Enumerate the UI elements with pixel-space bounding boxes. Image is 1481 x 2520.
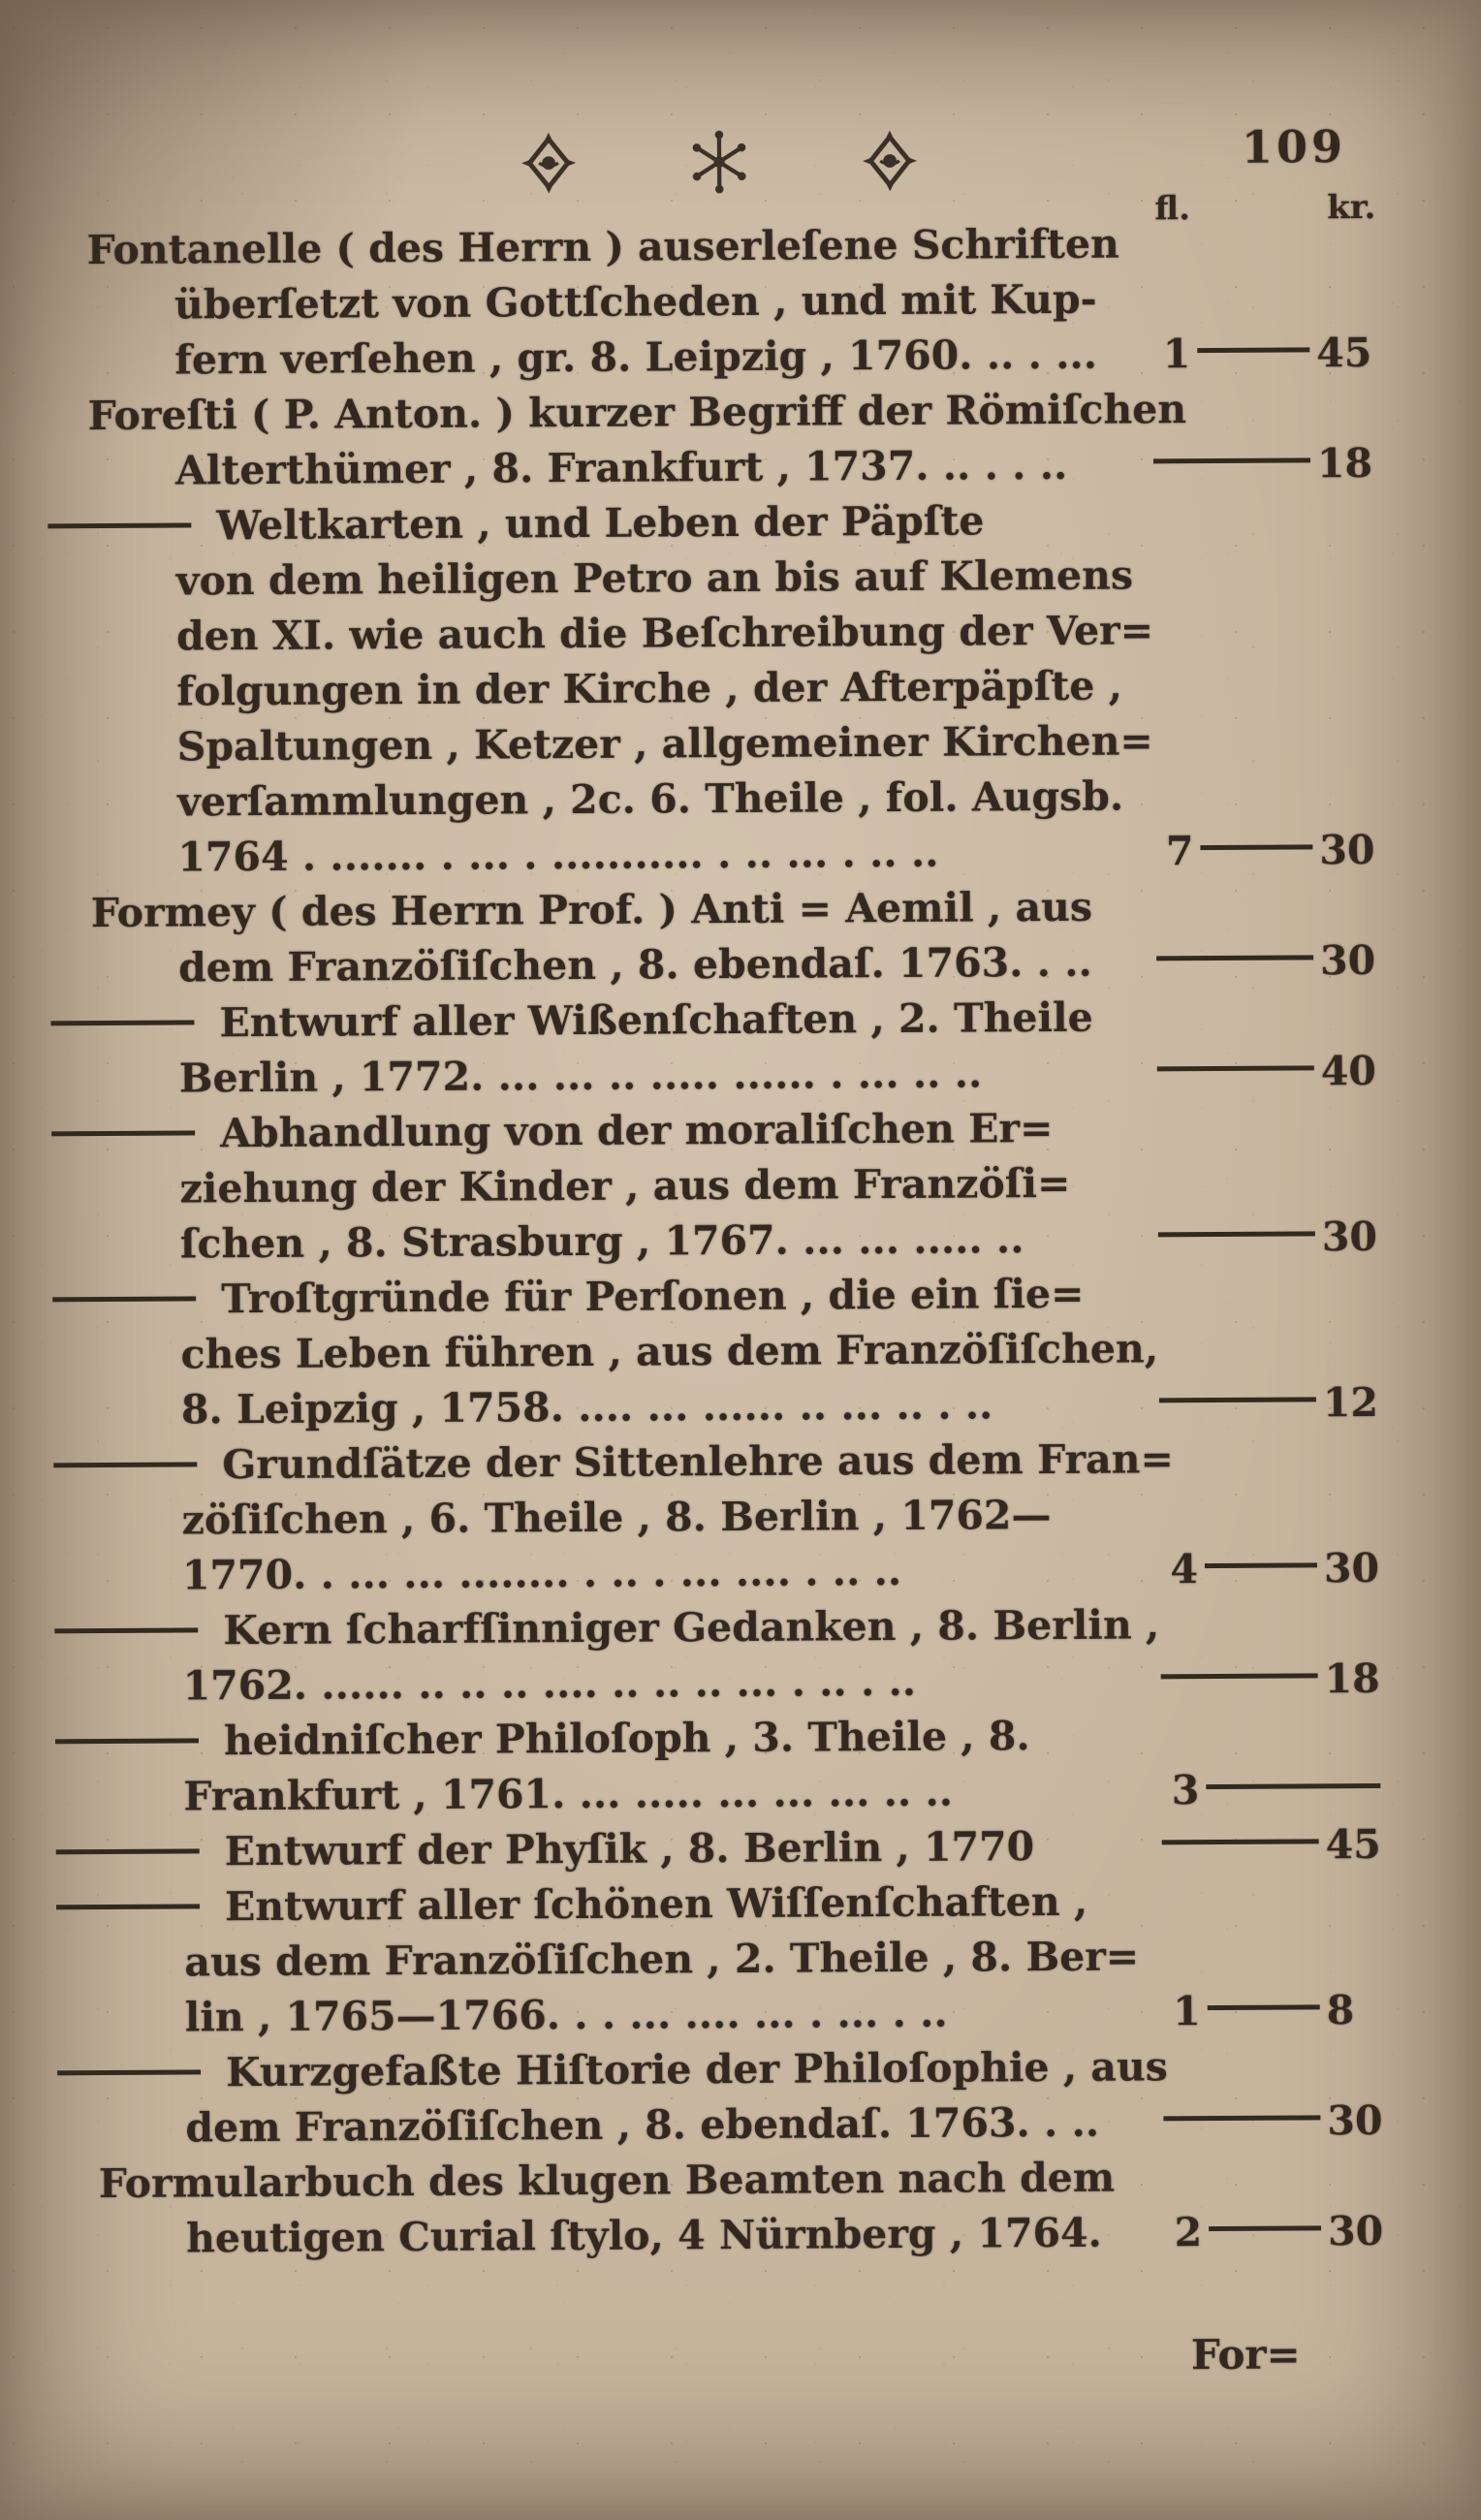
price-kr: 30 <box>1321 1213 1378 1261</box>
line-text: Foreſti ( P. Anton. ) kurzer Begriff der Römiſchen <box>87 386 1187 440</box>
price-fl: 1 <box>1173 1988 1201 2035</box>
line-text: Entwurf aller ſchönen Wiſſenſchaften , <box>224 1877 1088 1931</box>
price-rule <box>1163 2115 1320 2121</box>
ditto-dash <box>56 1848 200 1854</box>
price <box>1156 1983 1389 2039</box>
line-text: von dem heiligen Petro an bis auf Klemens <box>175 551 1134 605</box>
catalog-line <box>88 436 1379 499</box>
catalog-line <box>97 1873 1388 1936</box>
catalog-line <box>94 1431 1385 1494</box>
catalog-line <box>90 712 1381 775</box>
price-fl: 4 <box>1170 1546 1199 1593</box>
fleuron-star-icon <box>687 130 751 194</box>
price <box>1153 1541 1386 1597</box>
catalog-line <box>96 1652 1387 1715</box>
price-kr: 45 <box>1325 1820 1381 1869</box>
price-fl: 2 <box>1174 2209 1203 2256</box>
price <box>1155 1817 1388 1874</box>
catalog-line <box>91 989 1382 1052</box>
catalog-line <box>98 2094 1389 2157</box>
line-text: verſammlungen , 2c. 6. Theile , fol. Augsb. <box>176 772 1124 826</box>
catalog-line <box>92 1154 1383 1217</box>
catalog-line <box>95 1596 1386 1659</box>
line-text: lin , 1765—1766. . . ... .... ... . ... . .. <box>184 1989 948 2041</box>
catalog-line <box>89 602 1380 665</box>
price <box>1150 933 1382 990</box>
price-rule <box>1157 1065 1314 1071</box>
page-number: 109 <box>1241 120 1347 173</box>
catalog-line <box>89 547 1380 610</box>
line-text: aus dem Franzöſiſchen , 2. Theile , 8. Ber= <box>184 1933 1140 1986</box>
catalog-line <box>99 2204 1390 2267</box>
catalog-line <box>88 491 1379 554</box>
price <box>1149 823 1381 879</box>
ditto-dash <box>53 1462 197 1467</box>
line-text: Weltkarten , und Leben der Päpſte <box>216 497 985 550</box>
line-text: 1770. . ... ... ........ . .. . ... .... . .. .. <box>181 1547 902 1599</box>
price-kr: 18 <box>1316 440 1373 488</box>
price-kr: 40 <box>1320 1047 1377 1095</box>
line-text: Spaltungen , Ketzer , allgemeiner Kirchen= <box>176 717 1153 771</box>
catalog-line <box>92 1099 1383 1162</box>
price-rule <box>1156 955 1313 961</box>
catalog-line <box>87 326 1378 389</box>
price <box>1147 436 1379 492</box>
line-text: Grundſätze der Sittenlehre aus dem Fran= <box>222 1435 1174 1489</box>
catalog-line <box>86 215 1377 278</box>
price-kr: 30 <box>1319 826 1375 874</box>
price-kr: 45 <box>1316 330 1372 377</box>
ditto-dash <box>56 1904 200 1909</box>
line-text: ziehung der Kinder , aus dem Franzöſi= <box>179 1159 1071 1213</box>
price-fl: 7 <box>1165 828 1194 875</box>
header-ornaments <box>517 129 922 196</box>
price <box>1157 2204 1390 2260</box>
catalog-line <box>96 1762 1387 1825</box>
ditto-dash <box>51 1130 195 1136</box>
ditto-dash <box>47 522 191 528</box>
price <box>1146 326 1378 382</box>
line-text: 1764 . ....... . ... . ........... . .. ... . .. .. <box>177 829 939 881</box>
line-text: dem Franzöſiſchen , 8. ebendaſ. 1763. . .. <box>185 2098 1100 2152</box>
price-rule <box>1205 1562 1317 1568</box>
text-block <box>86 215 1390 2267</box>
catalog-line <box>97 1817 1388 1880</box>
line-text: Alterthümer , 8. Frankfurt , 1737. .. . . .. <box>174 441 1068 494</box>
price <box>1153 1652 1386 1708</box>
line-text: Kurzgefaßte Hiſtorie der Philoſophie , aus <box>225 2043 1169 2096</box>
line-text: Frankfurt , 1761. ... ..... ... ... ... .. .. <box>183 1768 954 1820</box>
line-text: Kern ſcharfſinniger Gedanken , 8. Berlin , <box>223 1601 1160 1654</box>
price-rule <box>1158 1231 1315 1237</box>
price-fl: 3 <box>1171 1767 1200 1814</box>
catalog-line <box>95 1541 1386 1604</box>
line-text: folgungen in der Kirche , der Afterpäpſte , <box>176 662 1123 715</box>
column-header-kr: kr. <box>1327 187 1376 228</box>
catalog-line <box>92 1044 1383 1107</box>
catalog-line <box>87 270 1378 333</box>
price-fl: 1 <box>1162 331 1191 378</box>
catalog-line <box>94 1486 1385 1549</box>
ditto-dash <box>50 1020 194 1025</box>
line-text: Formularbuch des klugen Beamten nach dem <box>98 2154 1116 2208</box>
line-text: Formey ( des Herrn Prof. ) Anti = Aemil , aus <box>90 883 1093 937</box>
price-rule <box>1208 2004 1320 2010</box>
catalog-line <box>98 1983 1389 2046</box>
catalog-line <box>87 381 1378 444</box>
line-text: ſchen , 8. Strasburg , 1767. ... ... ..... .. <box>179 1215 1024 1268</box>
line-text: dem Franzöſiſchen , 8. ebendaſ. 1763. . .. <box>178 938 1092 992</box>
catalog-line <box>91 933 1382 996</box>
price-rule <box>1209 2225 1321 2231</box>
line-text: Entwurf der Phyſik , 8. Berlin , 1770 <box>224 1823 1035 1875</box>
catalog-line <box>96 1707 1387 1770</box>
price <box>1154 1762 1387 1818</box>
catalog-line <box>94 1375 1385 1438</box>
column-header-fl: fl. <box>1154 189 1191 229</box>
price <box>1152 1375 1385 1432</box>
catalog-line <box>90 823 1381 886</box>
price-rule <box>1200 844 1312 850</box>
line-text: ches Leben führen , aus dem Franzöſiſchen, <box>180 1325 1159 1378</box>
catchword: For= <box>1190 2330 1301 2379</box>
line-text: den XI. wie auch die Beſchreibung der Ver= <box>175 607 1154 660</box>
price-rule <box>1161 1673 1318 1679</box>
price <box>1150 1044 1383 1100</box>
catalog-line <box>93 1265 1384 1328</box>
line-text: Berlin , 1772. ... ... .. ..... ...... . ... .. .. <box>178 1050 983 1102</box>
price-rule <box>1197 347 1309 353</box>
price-kr: 30 <box>1319 936 1376 985</box>
catalog-line <box>93 1210 1384 1273</box>
catalog-line <box>98 2038 1389 2101</box>
catalog-line <box>91 878 1382 941</box>
line-text: 8. Leipzig , 1758. .... ... ...... .. ... .. . .. <box>180 1381 993 1433</box>
price-rule <box>1153 457 1310 463</box>
line-text: 1762. ...... .. .. .. .... .. .. .. ... . .. . .. <box>182 1657 917 1710</box>
catalog-line <box>90 768 1381 831</box>
line-text: Fontanelle ( des Herrn ) auserleſene Schriften <box>86 220 1119 274</box>
price-rule <box>1162 1839 1319 1844</box>
price <box>1156 2094 1389 2150</box>
catalog-line <box>97 1928 1388 1991</box>
ditto-dash <box>54 1627 198 1633</box>
price-kr: 18 <box>1324 1654 1380 1703</box>
fleuron-diamond-icon <box>858 129 922 193</box>
price <box>1151 1210 1384 1266</box>
line-text: Troſtgründe für Perſonen , die ein ſie= <box>221 1270 1085 1323</box>
price-kr: 30 <box>1327 2207 1384 2255</box>
line-text: überſetzt von Gottſcheden , und mit Kup- <box>173 275 1097 329</box>
price-kr: 8 <box>1326 1987 1355 2034</box>
catalog-line <box>89 657 1380 720</box>
price-rule <box>1206 1783 1380 1789</box>
line-text: Entwurf aller Wißenſchaften , 2. Theile <box>219 993 1093 1047</box>
price-rule <box>1159 1397 1316 1402</box>
ditto-dash <box>55 1738 199 1744</box>
catalog-line <box>93 1320 1384 1383</box>
catalog-line <box>99 2149 1390 2212</box>
line-text: fern verſehen , gr. 8. Leipzig , 1760. .. . ... <box>174 331 1098 384</box>
line-text: zöſiſchen , 6. Theile , 8. Berlin , 1762— <box>181 1492 1052 1544</box>
line-text: Abhandlung von der moraliſchen Er= <box>220 1105 1054 1157</box>
fleuron-diamond-icon <box>517 131 581 195</box>
price-kr: 30 <box>1327 2096 1383 2145</box>
line-text: heutigen Curial ſtylo, 4 Nürnberg , 1764. <box>186 2209 1102 2262</box>
line-text: heidniſcher Philoſoph , 3. Theile , 8. <box>223 1713 1030 1765</box>
price-kr: 30 <box>1323 1544 1380 1592</box>
ditto-dash <box>57 2069 201 2075</box>
ditto-dash <box>52 1296 196 1302</box>
price-kr: 12 <box>1322 1378 1379 1427</box>
